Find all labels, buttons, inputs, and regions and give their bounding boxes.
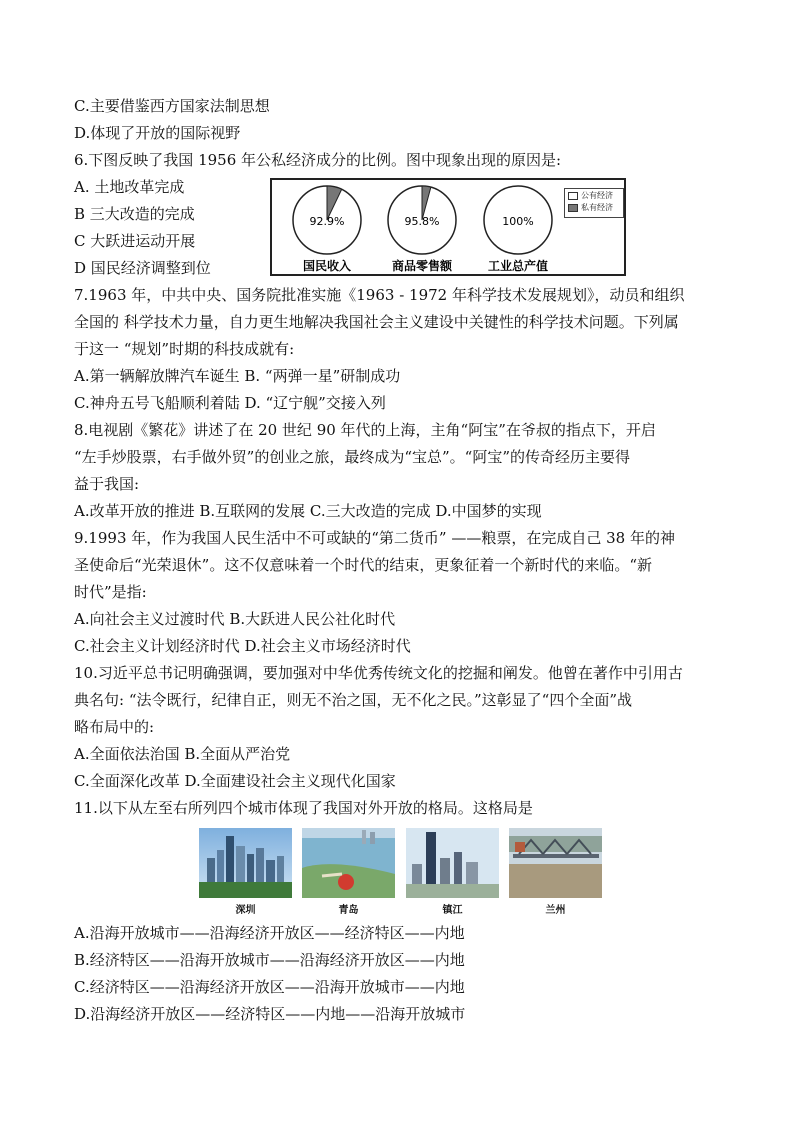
legend-swatch-public <box>568 192 578 200</box>
pie-value-label: 92.9% <box>309 215 345 228</box>
q10-options-cd: C.全面深化改革 D.全面建设社会主义现代化国家 <box>74 772 396 790</box>
pie-value-label: 100% <box>502 215 534 228</box>
q9-options-ab: A.向社会主义过渡时代 B.大跃进人民公社化时代 <box>74 610 396 628</box>
q10-line-1: 10.习近平总书记明确强调，要加强对中华优秀传统文化的挖掘和阐发。他曾在著作中引用古 <box>74 664 683 682</box>
q10-line-2: 典名句: “法令既行，纪律自正，则无不治之国，无不化之民。”这彰显了“四个全面”战 <box>74 691 632 709</box>
q6-stem: 6.下图反映了我国 1956 年公私经济成分的比例。图中现象出现的原因是: <box>74 151 562 169</box>
q7-options-cd: C.神舟五号飞船顺利着陆 D. “辽宁舰”交接入列 <box>74 394 386 412</box>
q11-option-d: D.沿海经济开放区——经济特区——内地——沿海开放城市 <box>74 1005 466 1023</box>
photo-zhenjiang <box>406 828 499 898</box>
q10-options-ab: A.全面依法治国 B.全面从严治党 <box>74 745 291 763</box>
legend-public-label: 公有经济 <box>581 191 613 200</box>
caption-qingdao: 青岛 <box>338 905 359 916</box>
q9-line-2: 圣使命后“光荣退休”。这不仅意味着一个时代的结束，更象征着一个新时代的来临。“新 <box>74 556 653 574</box>
pie-chart-figure <box>270 178 626 276</box>
q6-option-a: A. 土地改革完成 <box>74 178 185 196</box>
q7-line-1: 7.1963 年，中共中央、国务院批准实施《1963 - 1972 年科学技术发展规划》，动员和组织 <box>74 286 685 304</box>
q11-option-c: C.经济特区——沿海经济开放区——沿海开放城市——内地 <box>74 978 465 996</box>
photo-lanzhou <box>509 828 602 898</box>
city-photos <box>199 828 599 916</box>
q6-option-c: C 大跃进运动开展 <box>74 232 196 250</box>
caption-lanzhou: 兰州 <box>545 905 566 916</box>
q7-line-2: 全国的 科学技术力量，自力更生地解决我国社会主义建设中关键性的科学技术问题。下列属 <box>74 313 679 331</box>
photo-shenzhen <box>199 828 292 898</box>
q5-option-c: C.主要借鉴西方国家法制思想 <box>74 97 270 115</box>
q8-line-2: “左手炒股票，右手做外贸”的创业之旅，最终成为“宝总”。“阿宝”的传奇经历主要得 <box>74 448 631 466</box>
q8-line-1: 8.电视剧《繁花》讲述了在 20 世纪 90 年代的上海，主角“阿宝”在爷叔的指点下，开启 <box>74 421 656 439</box>
q7-line-3: 于这一 “规划”时期的科技成就有: <box>74 340 295 358</box>
q8-line-3: 益于我国: <box>74 475 140 493</box>
q8-options: A.改革开放的推进 B.互联网的发展 C.三大改造的完成 D.中国梦的实现 <box>74 502 542 520</box>
q10-line-3: 略布局中的: <box>74 718 155 736</box>
pie-value-label: 95.8% <box>404 215 440 228</box>
caption-shenzhen: 深圳 <box>235 905 256 916</box>
legend-private-label: 私有经济 <box>581 203 613 212</box>
q11-stem: 11.以下从左至右所列四个城市体现了我国对外开放的格局。这格局是 <box>74 799 533 817</box>
photo-qingdao <box>302 828 395 898</box>
q11-option-a: A.沿海开放城市——沿海经济开放区——经济特区——内地 <box>74 924 465 942</box>
pie-category-label: 国民收入 <box>302 259 352 273</box>
pie-category-label: 商品零售额 <box>391 259 453 273</box>
q9-line-3: 时代”是指: <box>74 583 147 601</box>
q6-option-b: B 三大改造的完成 <box>74 205 195 223</box>
legend-swatch-private <box>568 204 578 212</box>
q9-line-1: 9.1993 年，作为我国人民生活中不可或缺的“第二货币” ——粮票，在完成自己 38 年的神 <box>74 529 675 547</box>
q9-options-cd: C.社会主义计划经济时代 D.社会主义市场经济时代 <box>74 637 411 655</box>
q7-options-ab: A.第一辆解放牌汽车诞生 B. “两弹一星”研制成功 <box>74 367 401 385</box>
chart-legend <box>564 188 624 218</box>
q11-option-b: B.经济特区——沿海开放城市——沿海经济开放区——内地 <box>74 951 465 969</box>
q5-option-d: D.体现了开放的国际视野 <box>74 124 241 142</box>
pie-category-label: 工业总产值 <box>487 259 549 273</box>
caption-zhenjiang: 镇江 <box>442 905 463 916</box>
q6-option-d: D 国民经济调整到位 <box>74 259 211 277</box>
